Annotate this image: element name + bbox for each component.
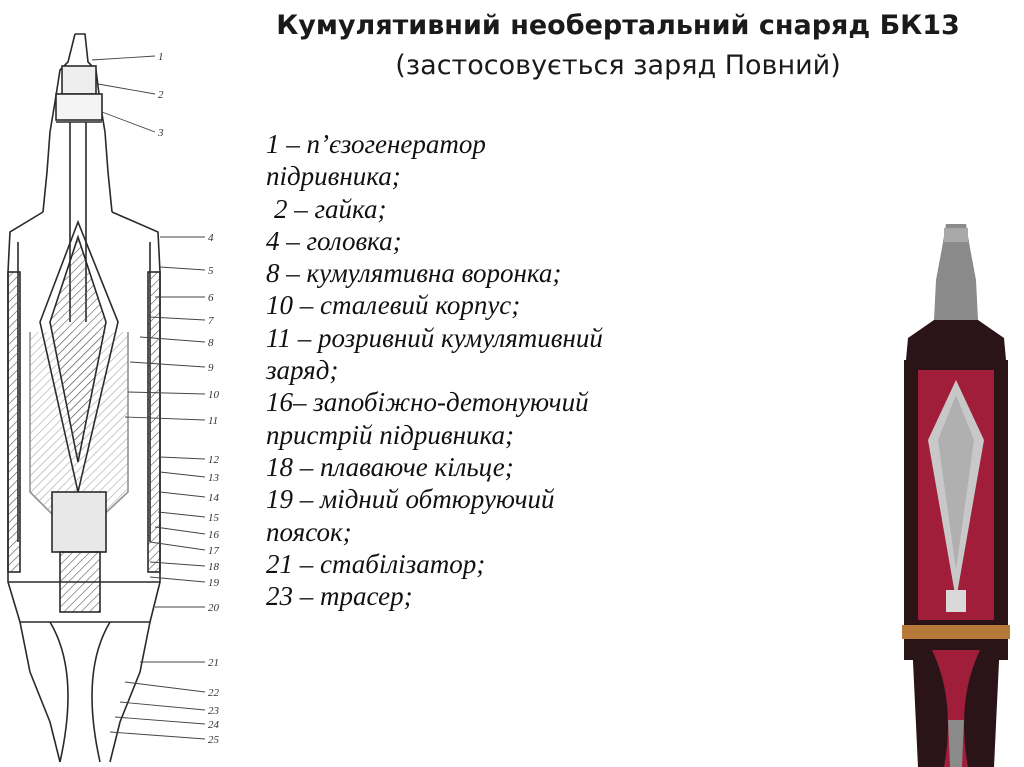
legend-line: 4 – головка;: [266, 225, 402, 256]
legend-line: 23 – трасер;: [266, 581, 413, 612]
slide-subtitle: (застосовується заряд Повний): [395, 50, 841, 81]
callout-10: 10: [208, 389, 219, 401]
callout-6: 6: [208, 292, 214, 304]
legend-line: пристрій підривника;: [266, 419, 514, 450]
legend-line: 11 – розривний кумулятивний: [266, 322, 603, 353]
slide-title: Кумулятивний необертальний снаряд БК13: [276, 10, 960, 41]
callout-13: 13: [208, 472, 219, 484]
callout-1: 1: [158, 51, 164, 63]
callout-20: 20: [208, 602, 219, 614]
callout-4: 4: [208, 232, 214, 244]
sectioned-shell-photo: [888, 220, 1024, 767]
callout-3: 3: [158, 127, 164, 139]
callout-15: 15: [208, 512, 219, 524]
legend-line: 21 – стабілізатор;: [266, 548, 486, 579]
callout-19: 19: [208, 577, 219, 589]
shell-cross-section-drawing: [0, 22, 245, 767]
legend-line: 1 – п’єзогенератор: [266, 129, 486, 159]
callout-24: 24: [208, 719, 219, 731]
callout-5: 5: [208, 265, 214, 277]
legend-line: 8 – кумулятивна воронка;: [266, 258, 562, 289]
legend-line: заряд;: [266, 355, 339, 386]
callout-7: 7: [208, 315, 214, 327]
legend-line: 10 – сталевий корпус;: [266, 290, 521, 321]
callout-23: 23: [208, 705, 219, 717]
parts-legend: [266, 128, 716, 612]
callout-17: 17: [208, 545, 219, 557]
callout-18: 18: [208, 561, 219, 573]
callout-25: 25: [208, 734, 219, 746]
legend-line: 16– запобіжно-детонуючий: [266, 387, 589, 418]
legend-line: підривника;: [266, 161, 401, 192]
callout-11: 11: [208, 415, 219, 427]
legend-line: 18 – плаваюче кільце;: [266, 451, 514, 482]
callout-2: 2: [158, 89, 164, 101]
callout-21: 21: [208, 657, 219, 669]
callout-16: 16: [208, 529, 219, 541]
callout-12: 12: [208, 454, 219, 466]
legend-line: поясок;: [266, 516, 352, 547]
callout-22: 22: [208, 687, 219, 699]
callout-9: 9: [208, 362, 214, 374]
slide-title-block: [228, 6, 1008, 86]
legend-line: 19 – мідний обтюруючий: [266, 484, 555, 515]
callout-8: 8: [208, 337, 214, 349]
legend-line: 2 – гайка;: [274, 193, 387, 224]
callout-14: 14: [208, 492, 219, 504]
